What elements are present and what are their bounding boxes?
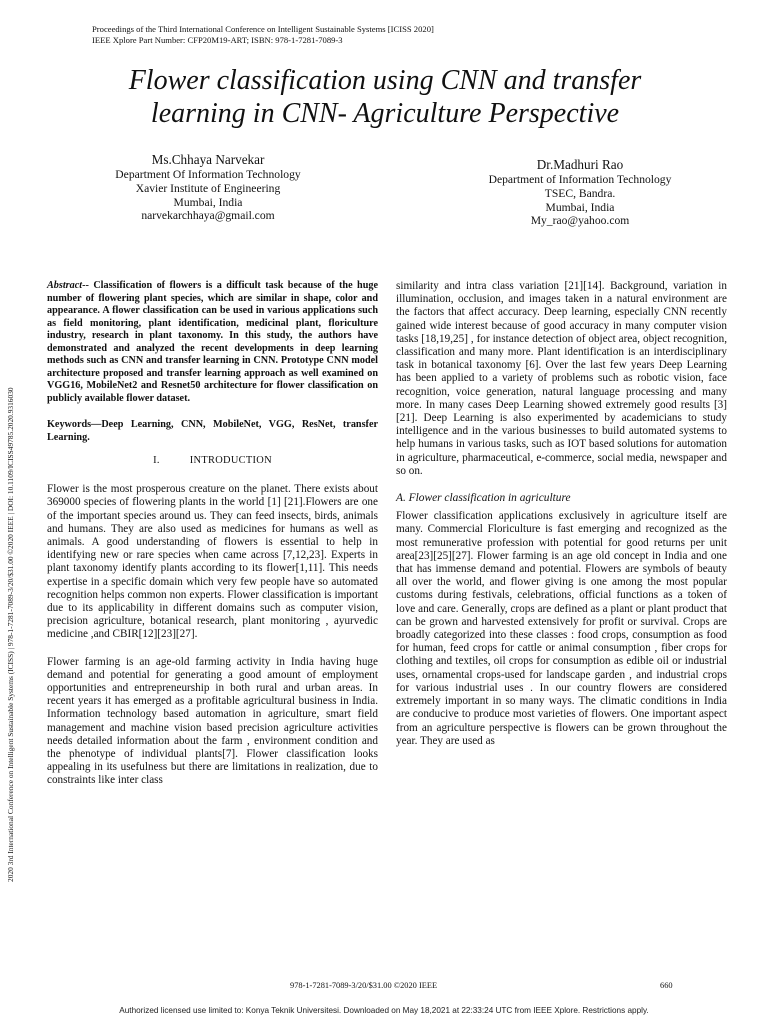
author-organization: TSEC, Bandra. xyxy=(544,186,616,200)
author-email[interactable]: My_rao@yahoo.com xyxy=(530,214,630,228)
right-column xyxy=(396,280,727,762)
conference-header xyxy=(92,24,434,46)
page-number: 660 xyxy=(660,981,673,990)
section-number: I. xyxy=(153,455,160,466)
abstract xyxy=(47,280,378,405)
intro-paragraph-2: Flower farming is an age-old farming activity in India having huge demand and potential for generating a good amount of employment opportunities and entrepreneurship in both rural and urban areas. In recent years it has emerged as a profitable agricultural business in India. Information technology based automation in agriculture, smart field management and machine vision based precision agriculture activities needs detailed information about the farm , environment condition and the phenotype of individual plants[7]. Flower classification looks appealing in its usefulness but there are limitations in realization, due to constraints like inter class xyxy=(47,655,378,787)
author-name: Ms.Chhaya Narvekar xyxy=(151,152,265,167)
intro-paragraph-3: similarity and intra class variation [21][14]. Background, variation in illumination, occlusion, and images taken in a natural environment are the factors that affect accuracy. Deep learning, especially CNN recently gained wide interest because of good accuracy in many computer vision tasks [18,19,25] , for instance detection of object area, object recognition, classification and many more. Plant identification is an interdisciplinary task in botanical taxonomy [6]. Over the last few years Deep Learning has been applied to a variety of problems such as robotic vision, face recognition, voice generation, natural language processing and many more. In many cases Deep Learning showed extremely good results [3] [21]. Deep Learning is also experimented by academicians to study intelligence and in the various businesses to build automated systems to help humans in various tasks, such as IOT based solutions for automation in agriculture, pharmaceutical, e-commerce, social media, newspaper and so on. xyxy=(396,280,727,477)
title-line-2: learning in CNN- Agriculture Perspective xyxy=(150,98,620,129)
footer-copyright: 978-1-7281-7089-3/20/$31.00 ©2020 IEEE xyxy=(290,981,438,990)
authorized-use-note: Authorized licensed use limited to: Konya Teknik Universitesi. Downloaded on May 18,2021 at 22:33:24 UTC from IEEE Xplore. Restrictions apply. xyxy=(119,1006,649,1015)
author-city: Mumbai, India xyxy=(173,195,243,209)
abstract-lead: Abstract xyxy=(47,280,83,291)
title-line-1: Flower classification using CNN and transfer xyxy=(128,65,642,96)
side-doi-note: 2020 3rd International Conference on Intelligent Sustainable Systems (ICISS) | 978-1-7281-7089-3/20/$31.00 ©2020 IEEE | DOI: 10.1109/ICISS49785.2020.9316030 xyxy=(6,387,15,882)
author-city: Mumbai, India xyxy=(545,200,615,214)
author-department: Department of Information Technology xyxy=(488,173,672,186)
abstract-dash: -- xyxy=(82,280,94,291)
left-column xyxy=(47,280,378,802)
subsection-a-paragraph: Flower classification applications exclusively in agriculture itself are many. Commercial Floriculture is fast emerging and recognized as the most remunerative profession with potential for good returns per unit area[23][25][27]. Flower farming is an age old concept in India and one that has immense demand and potential. Flowers are symbols of beauty all over the world, and flower giving is one among the most popular customs during festivals, celebrations, official functions as a token of love and care. Generally, crops are defined as a plant or plant product that can be grown and harvested extensively for profit or survival. Crops are broadly categorized into these classes : food crops, consumption as food for human, feed crops for cattle or animal consumption , fiber crops for clothing and textiles, oil crops for consumption as edible oil or industrial uses, ornamental crops-used for landscape garden , and industrial crops for various industrial uses . In our country flowers are considered extremely important in so many ways. The climatic conditions in India are conducive to produce most varieties of flowers. One important aspect from an agriculture perspective is flowers can be grown throughout the year. They are used as xyxy=(396,510,727,747)
keywords: Keywords—Deep Learning, CNN, MobileNet, VGG, ResNet, transfer Learning. xyxy=(47,419,378,443)
header-line-2: IEEE Xplore Part Number: CFP20M19-ART; ISBN: 978-1-7281-7089-3 xyxy=(92,35,343,45)
section-title: INTRODUCTION xyxy=(189,455,272,466)
abstract-text: Classification of flowers is a difficult task because of the huge number of flowering plant species, which are similar in shape, color and appearance. A flower classification can be used in various applications such as field monitoring, plant identification, medicinal plant, floriculture industry, research in plant taxonomy. In this study, the authors have demonstrated and analyzed the recent developments in deep learning methods such as CNN and transfer learning in CNN. Prototype CNN model architecture proposed and transfer learning approach as well examined on VGG16, MobileNet2 and Resnet50 architecture for flower classification on publicly available flower dataset. xyxy=(47,280,378,404)
section-heading-introduction xyxy=(47,454,378,467)
author-organization: Xavier Institute of Engineering xyxy=(135,181,281,195)
author-name: Dr.Madhuri Rao xyxy=(536,157,624,172)
author-department: Department Of Information Technology xyxy=(115,168,301,181)
author-block-1 xyxy=(50,152,366,223)
intro-paragraph-1: Flower is the most prosperous creature on the planet. There exists about 369000 species of flowering plants in the world [1] [21].Flowers are one of the important species around us. They can feed insects, birds, animals and humans. They are also used as medicines for humans as well as animals. A good understanding of flowers is essential to help in identifying new or rare species when came across [7,12,23]. Experts in plant taxonomy identify plants according to its flower[1,11]. This needs expertise in a specific domain which very few people have so automated recognition helps common non experts. Flower classification is important due to its applicability in different domains such as computer vision, precision agriculture, botanical research, plant monitoring , ayurvedic medicine ,and CBIR[12][23][27]. xyxy=(47,483,378,641)
paper-title xyxy=(40,64,730,130)
author-email[interactable]: narvekarchhaya@gmail.com xyxy=(141,209,275,223)
author-block-2 xyxy=(410,157,750,228)
header-line-1: Proceedings of the Third International Conference on Intelligent Sustainable Systems [ICISS 2020] xyxy=(92,24,434,34)
subsection-heading-a: A. Flower classification in agriculture xyxy=(396,492,571,505)
